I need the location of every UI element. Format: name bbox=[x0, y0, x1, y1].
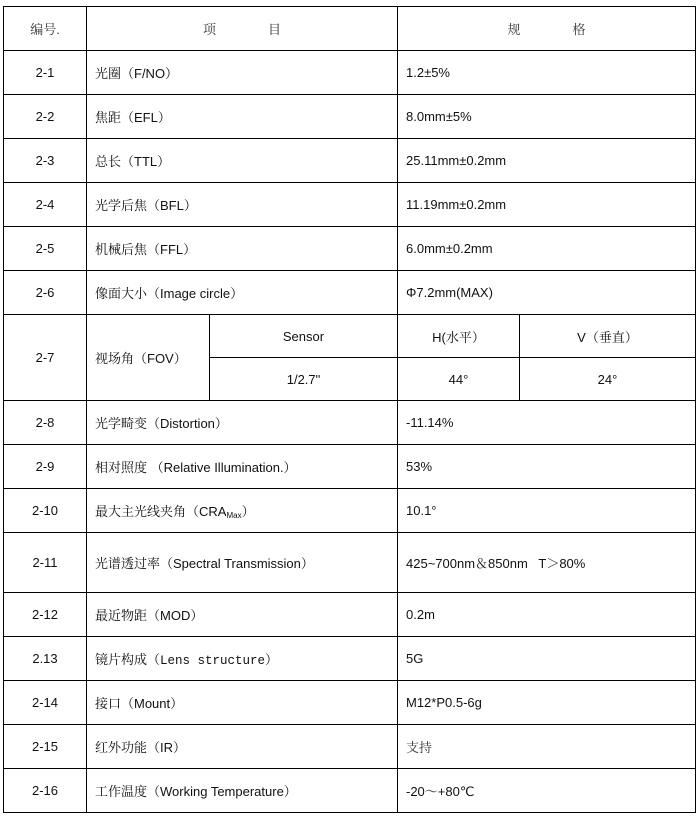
row-value: 11.19mm±0.2mm bbox=[398, 183, 696, 227]
table-row bbox=[4, 183, 696, 227]
table-row bbox=[4, 401, 696, 445]
row-item-text: 镜片构成（ bbox=[95, 652, 161, 667]
fov-row-header bbox=[4, 315, 696, 358]
fov-value-sensor: 1/2.7" bbox=[210, 358, 398, 401]
row-item-suffix: ） bbox=[241, 504, 255, 519]
row-number: 2-11 bbox=[4, 533, 87, 593]
row-item-mono: Lens structure bbox=[160, 654, 266, 668]
header-spec-char-2: 格 bbox=[572, 22, 586, 37]
row-item: 最近物距（MOD） bbox=[87, 593, 398, 637]
table-row bbox=[4, 533, 696, 593]
fov-value-horizontal: 44° bbox=[398, 358, 520, 401]
row-item: 相对照度 （Relative Illumination.） bbox=[87, 445, 398, 489]
row-item-suffix: ） bbox=[265, 652, 279, 667]
row-value: 8.0mm±5% bbox=[398, 95, 696, 139]
row-number: 2-6 bbox=[4, 271, 87, 315]
row-value: 支持 bbox=[398, 725, 696, 769]
header-number: 编号. bbox=[4, 7, 87, 51]
row-number: 2-7 bbox=[4, 315, 87, 401]
row-number: 2-5 bbox=[4, 227, 87, 271]
table-row bbox=[4, 227, 696, 271]
row-number: 2-8 bbox=[4, 401, 87, 445]
row-number: 2-15 bbox=[4, 725, 87, 769]
fov-header-vertical: V（垂直） bbox=[520, 315, 696, 358]
row-item: 机械后焦（FFL） bbox=[87, 227, 398, 271]
fov-value-vertical: 24° bbox=[520, 358, 696, 401]
row-number: 2-3 bbox=[4, 139, 87, 183]
table-row bbox=[4, 95, 696, 139]
table-row bbox=[4, 139, 696, 183]
row-value: 53% bbox=[398, 445, 696, 489]
row-item: 像面大小（Image circle） bbox=[87, 271, 398, 315]
table-row bbox=[4, 725, 696, 769]
row-value: 25.11mm±0.2mm bbox=[398, 139, 696, 183]
header-item-char-1: 项 bbox=[202, 22, 216, 37]
row-value: M12*P0.5-6g bbox=[398, 681, 696, 725]
row-item: 工作温度（Working Temperature） bbox=[87, 769, 398, 813]
table-row bbox=[4, 681, 696, 725]
row-number: 2.13 bbox=[4, 637, 87, 681]
row-item bbox=[87, 637, 398, 681]
row-item: 光学后焦（BFL） bbox=[87, 183, 398, 227]
row-value: Φ7.2mm(MAX) bbox=[398, 271, 696, 315]
lens-spec-table bbox=[3, 6, 696, 813]
row-number: 2-14 bbox=[4, 681, 87, 725]
row-number: 2-1 bbox=[4, 51, 87, 95]
row-value: 5G bbox=[398, 637, 696, 681]
row-value: 10.1° bbox=[398, 489, 696, 533]
row-value: 1.2±5% bbox=[398, 51, 696, 95]
row-number: 2-2 bbox=[4, 95, 87, 139]
row-value: -20～+80℃ bbox=[398, 769, 696, 813]
fov-header-horizontal: H(水平） bbox=[398, 315, 520, 358]
table-row bbox=[4, 271, 696, 315]
header-spec bbox=[398, 7, 696, 51]
row-number: 2-9 bbox=[4, 445, 87, 489]
row-item: 接口（Mount） bbox=[87, 681, 398, 725]
row-item: 焦距（EFL） bbox=[87, 95, 398, 139]
table-row bbox=[4, 445, 696, 489]
row-item bbox=[87, 489, 398, 533]
row-item: 光圈（F/NO） bbox=[87, 51, 398, 95]
row-number: 2-12 bbox=[4, 593, 87, 637]
row-value: 0.2m bbox=[398, 593, 696, 637]
table-row bbox=[4, 489, 696, 533]
row-item: 视场角（FOV） bbox=[87, 315, 210, 401]
row-item-text: 最大主光线夹角（CRA bbox=[95, 504, 227, 519]
row-number: 2-10 bbox=[4, 489, 87, 533]
row-item: 总长（TTL） bbox=[87, 139, 398, 183]
header-item-char-2: 目 bbox=[268, 22, 282, 37]
header-spec-char-1: 规 bbox=[507, 22, 521, 37]
row-item-subscript: Max bbox=[226, 511, 242, 520]
row-value: 6.0mm±0.2mm bbox=[398, 227, 696, 271]
table-row bbox=[4, 51, 696, 95]
row-item: 光谱透过率（Spectral Transmission） bbox=[87, 533, 398, 593]
row-item: 光学畸变（Distortion） bbox=[87, 401, 398, 445]
header-item bbox=[87, 7, 398, 51]
table-row bbox=[4, 769, 696, 813]
row-value: 425~700nm＆850nm T＞80% bbox=[398, 533, 696, 593]
row-number: 2-16 bbox=[4, 769, 87, 813]
table-row bbox=[4, 593, 696, 637]
table-header-row bbox=[4, 7, 696, 51]
row-number: 2-4 bbox=[4, 183, 87, 227]
table-row bbox=[4, 637, 696, 681]
fov-header-sensor: Sensor bbox=[210, 315, 398, 358]
row-item: 红外功能（IR） bbox=[87, 725, 398, 769]
row-value: -11.14% bbox=[398, 401, 696, 445]
